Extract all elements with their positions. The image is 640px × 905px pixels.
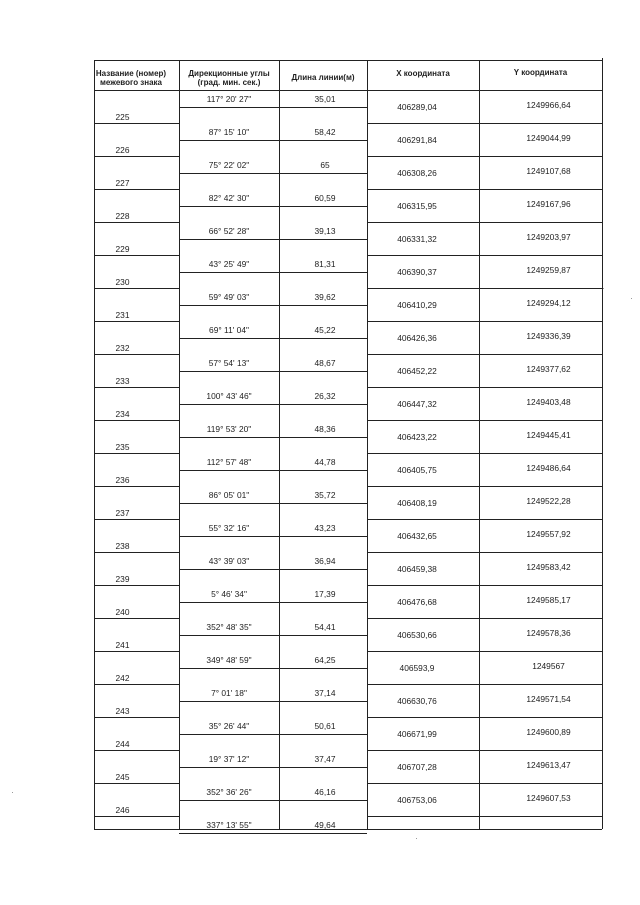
boundary-mark-name: 228: [115, 210, 130, 221]
header-y: [479, 68, 602, 77]
x-coordinate-cell: 406405,75: [397, 464, 437, 475]
x-coordinate-cell: 406390,37: [397, 266, 437, 277]
y-coordinate-cell: 1249571,54: [526, 693, 571, 704]
direction-angle-cell: 349° 48' 59": [206, 655, 252, 665]
row-divider: [179, 338, 367, 339]
scan-speck: [416, 838, 417, 839]
x-coordinate-cell: 406707,28: [397, 761, 437, 772]
boundary-mark-name: 233: [115, 375, 130, 386]
scan-speck: [603, 288, 604, 289]
boundary-mark-name: 243: [115, 705, 130, 716]
line-length-cell: 37,14: [314, 688, 336, 698]
y-coordinate-cell: 1249377,62: [526, 363, 571, 374]
row-divider: [94, 288, 179, 289]
line-length-cell: 58,42: [314, 127, 336, 137]
line-length-cell: 45,22: [314, 325, 336, 335]
row-divider: [179, 239, 367, 240]
boundary-mark-name: 225: [115, 111, 130, 122]
header-name-line2: межевого знака: [99, 78, 163, 87]
y-coordinate-cell: 1249567: [532, 660, 565, 671]
row-divider: [367, 585, 602, 586]
line-length-cell: 54,41: [314, 622, 336, 632]
direction-angle-cell: 117° 20' 27": [206, 94, 252, 104]
x-coordinate-cell: 406331,32: [397, 233, 437, 244]
boundary-mark-name: 245: [115, 771, 130, 782]
row-divider: [179, 404, 367, 405]
boundary-mark-name: 240: [115, 606, 130, 617]
row-divider: [179, 701, 367, 702]
row-divider: [179, 668, 367, 669]
row-divider: [367, 783, 602, 784]
y-coordinate-cell: 1249107,68: [526, 165, 571, 176]
direction-angle-cell: 82° 42' 30": [208, 193, 250, 203]
row-divider: [179, 767, 367, 768]
line-length-cell: 43,23: [314, 523, 336, 533]
row-divider: [367, 453, 602, 454]
line-length-cell: 65: [320, 160, 330, 170]
row-divider: [179, 173, 367, 174]
row-divider: [367, 222, 602, 223]
y-coordinate-cell: 1249167,96: [526, 198, 571, 209]
x-coordinate-cell: 406753,06: [397, 794, 437, 805]
line-length-cell: 46,16: [314, 787, 336, 797]
column-divider: [367, 60, 368, 829]
x-coordinate-cell: 406630,76: [397, 695, 437, 706]
direction-angle-cell: 119° 53' 20": [206, 424, 252, 434]
line-length-cell: 35,01: [314, 94, 336, 104]
row-divider: [179, 371, 367, 372]
row-divider: [94, 684, 179, 685]
direction-angle-cell: 35° 26' 44": [208, 721, 250, 731]
row-divider: [94, 618, 179, 619]
column-divider: [479, 60, 480, 829]
x-coordinate-cell: 406459,38: [397, 563, 437, 574]
row-divider: [179, 305, 367, 306]
x-coordinate-cell: 406291,84: [397, 134, 437, 145]
line-length-cell: 48,67: [314, 358, 336, 368]
line-length-cell: 39,13: [314, 226, 336, 236]
y-coordinate-cell: 1249486,64: [526, 462, 571, 473]
line-length-cell: 81,31: [314, 259, 336, 269]
line-length-cell: 36,94: [314, 556, 336, 566]
row-divider: [367, 651, 602, 652]
row-divider: [94, 222, 179, 223]
row-divider: [179, 602, 367, 603]
x-coordinate-cell: 406476,68: [397, 596, 437, 607]
row-divider: [94, 156, 179, 157]
y-coordinate-cell: 1249578,36: [526, 627, 571, 638]
row-divider: [94, 453, 179, 454]
row-divider: [179, 734, 367, 735]
row-divider: [367, 486, 602, 487]
header-x-label: X координата: [396, 69, 450, 78]
row-divider: [94, 420, 179, 421]
row-divider: [179, 470, 367, 471]
y-coordinate-cell: 1249557,92: [526, 528, 571, 539]
row-divider: [367, 618, 602, 619]
x-coordinate-cell: 406432,65: [397, 530, 437, 541]
boundary-mark-name: 246: [115, 804, 130, 815]
row-divider: [179, 272, 367, 273]
scan-speck: [12, 792, 13, 793]
y-coordinate-cell: 1249600,89: [526, 726, 571, 737]
header-y-label: Y координата: [513, 68, 568, 77]
line-length-cell: 26,32: [314, 391, 336, 401]
line-length-cell: 49,64: [314, 820, 336, 830]
direction-angle-cell: 112° 57' 48": [206, 457, 252, 467]
row-divider: [367, 387, 602, 388]
direction-angle-cell: 43° 25' 49": [208, 259, 250, 269]
row-divider: [94, 783, 179, 784]
y-coordinate-cell: 1249203,97: [526, 231, 571, 242]
direction-angle-cell: 59° 49' 03": [208, 292, 250, 302]
line-length-cell: 39,62: [314, 292, 336, 302]
x-coordinate-cell: 406671,99: [397, 728, 437, 739]
x-coordinate-cell: 406593,9: [399, 662, 435, 673]
x-coordinate-cell: 406289,04: [397, 101, 437, 112]
boundary-mark-name: 244: [115, 738, 130, 749]
line-length-cell: 64,25: [314, 655, 336, 665]
y-coordinate-cell: 1249445,41: [526, 429, 571, 440]
header-angle: [179, 69, 279, 87]
row-divider: [94, 585, 179, 586]
direction-angle-cell: 66° 52' 28": [208, 226, 250, 236]
line-length-cell: 50,61: [314, 721, 336, 731]
y-coordinate-cell: 1249522,28: [526, 495, 571, 506]
table-top-border: [94, 60, 602, 61]
direction-angle-cell: 7° 01' 18": [211, 688, 247, 698]
row-divider: [94, 519, 179, 520]
boundary-mark-name: 236: [115, 474, 130, 485]
boundary-mark-name: 242: [115, 672, 130, 683]
header-x: [367, 69, 479, 78]
line-length-cell: 48,36: [314, 424, 336, 434]
y-coordinate-cell: 1249259,87: [526, 264, 571, 275]
y-coordinate-cell: 1249613,47: [526, 759, 571, 770]
y-coordinate-cell: 1249294,12: [526, 297, 571, 308]
direction-angle-cell: 100° 43' 46": [206, 391, 252, 401]
row-divider: [94, 651, 179, 652]
boundary-mark-name: 229: [115, 243, 130, 254]
y-coordinate-cell: 1249044,99: [526, 132, 571, 143]
row-divider: [367, 816, 602, 817]
x-coordinate-cell: 406410,29: [397, 299, 437, 310]
boundary-mark-name: 235: [115, 441, 130, 452]
direction-angle-cell: 337° 13' 55": [206, 820, 252, 830]
x-coordinate-cell: 406426,36: [397, 332, 437, 343]
row-divider: [94, 486, 179, 487]
direction-angle-cell: 87° 15' 10": [208, 127, 250, 137]
y-coordinate-cell: 1249585,17: [526, 594, 571, 605]
row-divider: [94, 255, 179, 256]
row-divider: [367, 420, 602, 421]
row-divider: [94, 750, 179, 751]
header-name-line1: Название (номер): [95, 69, 167, 78]
y-coordinate-cell: 1249403,48: [526, 396, 571, 407]
row-divider: [94, 552, 179, 553]
boundary-mark-name: 232: [115, 342, 130, 353]
row-divider: [94, 321, 179, 322]
row-divider: [179, 107, 367, 108]
boundary-mark-name: 231: [115, 309, 130, 320]
y-coordinate-cell: 1249583,42: [526, 561, 571, 572]
direction-angle-cell: 43° 39' 03": [208, 556, 250, 566]
line-length-cell: 44,78: [314, 457, 336, 467]
line-length-cell: 60,59: [314, 193, 336, 203]
row-divider: [367, 684, 602, 685]
row-divider: [94, 387, 179, 388]
row-divider: [179, 800, 367, 801]
boundary-mark-name: 226: [115, 144, 130, 155]
boundary-mark-name: 237: [115, 507, 130, 518]
direction-angle-cell: 352° 48' 35": [206, 622, 252, 632]
direction-angle-cell: 75° 22' 02": [208, 160, 250, 170]
row-divider: [367, 354, 602, 355]
boundary-mark-name: 234: [115, 408, 130, 419]
direction-angle-cell: 86° 05' 01": [208, 490, 250, 500]
row-divider: [367, 519, 602, 520]
x-coordinate-cell: 406423,22: [397, 431, 437, 442]
row-divider: [94, 123, 179, 124]
row-divider: [179, 206, 367, 207]
header-name: [94, 69, 168, 87]
line-length-cell: 17,39: [314, 589, 336, 599]
x-coordinate-cell: 406308,26: [397, 167, 437, 178]
row-divider: [179, 140, 367, 141]
header-angle-line2: (град. мин. сек.): [197, 78, 261, 87]
row-divider: [367, 156, 602, 157]
row-divider: [94, 816, 179, 817]
x-coordinate-cell: 406315,95: [397, 200, 437, 211]
row-divider: [179, 635, 367, 636]
row-divider: [179, 833, 367, 834]
scan-speck: [631, 298, 632, 299]
row-divider: [367, 288, 602, 289]
row-divider: [94, 354, 179, 355]
x-coordinate-cell: 406452,22: [397, 365, 437, 376]
header-angle-line1: Дирекционные углы: [188, 69, 270, 78]
row-divider: [179, 569, 367, 570]
x-coordinate-cell: 406408,19: [397, 497, 437, 508]
row-divider: [367, 717, 602, 718]
x-coordinate-cell: 406530,66: [397, 629, 437, 640]
boundary-mark-name: 238: [115, 540, 130, 551]
row-divider: [94, 717, 179, 718]
y-coordinate-cell: 1249607,53: [526, 792, 571, 803]
row-divider: [367, 552, 602, 553]
header-length-label: Длина линии(м): [291, 73, 355, 82]
line-length-cell: 35,72: [314, 490, 336, 500]
row-divider: [367, 255, 602, 256]
row-divider: [367, 321, 602, 322]
boundary-mark-name: 230: [115, 276, 130, 287]
header-length: [279, 73, 367, 82]
row-divider: [179, 503, 367, 504]
row-divider: [94, 189, 179, 190]
row-divider: [367, 750, 602, 751]
direction-angle-cell: 19° 37' 12": [208, 754, 250, 764]
line-length-cell: 37,47: [314, 754, 336, 764]
row-divider: [367, 189, 602, 190]
direction-angle-cell: 57° 54' 13": [208, 358, 250, 368]
row-divider: [179, 536, 367, 537]
column-divider: [179, 60, 180, 829]
column-divider: [279, 60, 280, 829]
header-bottom-border: [94, 90, 602, 91]
direction-angle-cell: 5° 46' 34": [211, 589, 247, 599]
y-coordinate-cell: 1249336,39: [526, 330, 571, 341]
direction-angle-cell: 69° 11' 04": [209, 325, 249, 335]
direction-angle-cell: 352° 36' 26": [206, 787, 252, 797]
row-divider: [367, 123, 602, 124]
direction-angle-cell: 55° 32' 16": [208, 523, 250, 533]
boundary-mark-name: 241: [115, 639, 130, 650]
boundary-mark-name: 239: [115, 573, 130, 584]
row-divider: [179, 437, 367, 438]
x-coordinate-cell: 406447,32: [397, 398, 437, 409]
boundary-mark-name: 227: [115, 177, 130, 188]
y-coordinate-cell: 1249966,64: [526, 99, 571, 110]
